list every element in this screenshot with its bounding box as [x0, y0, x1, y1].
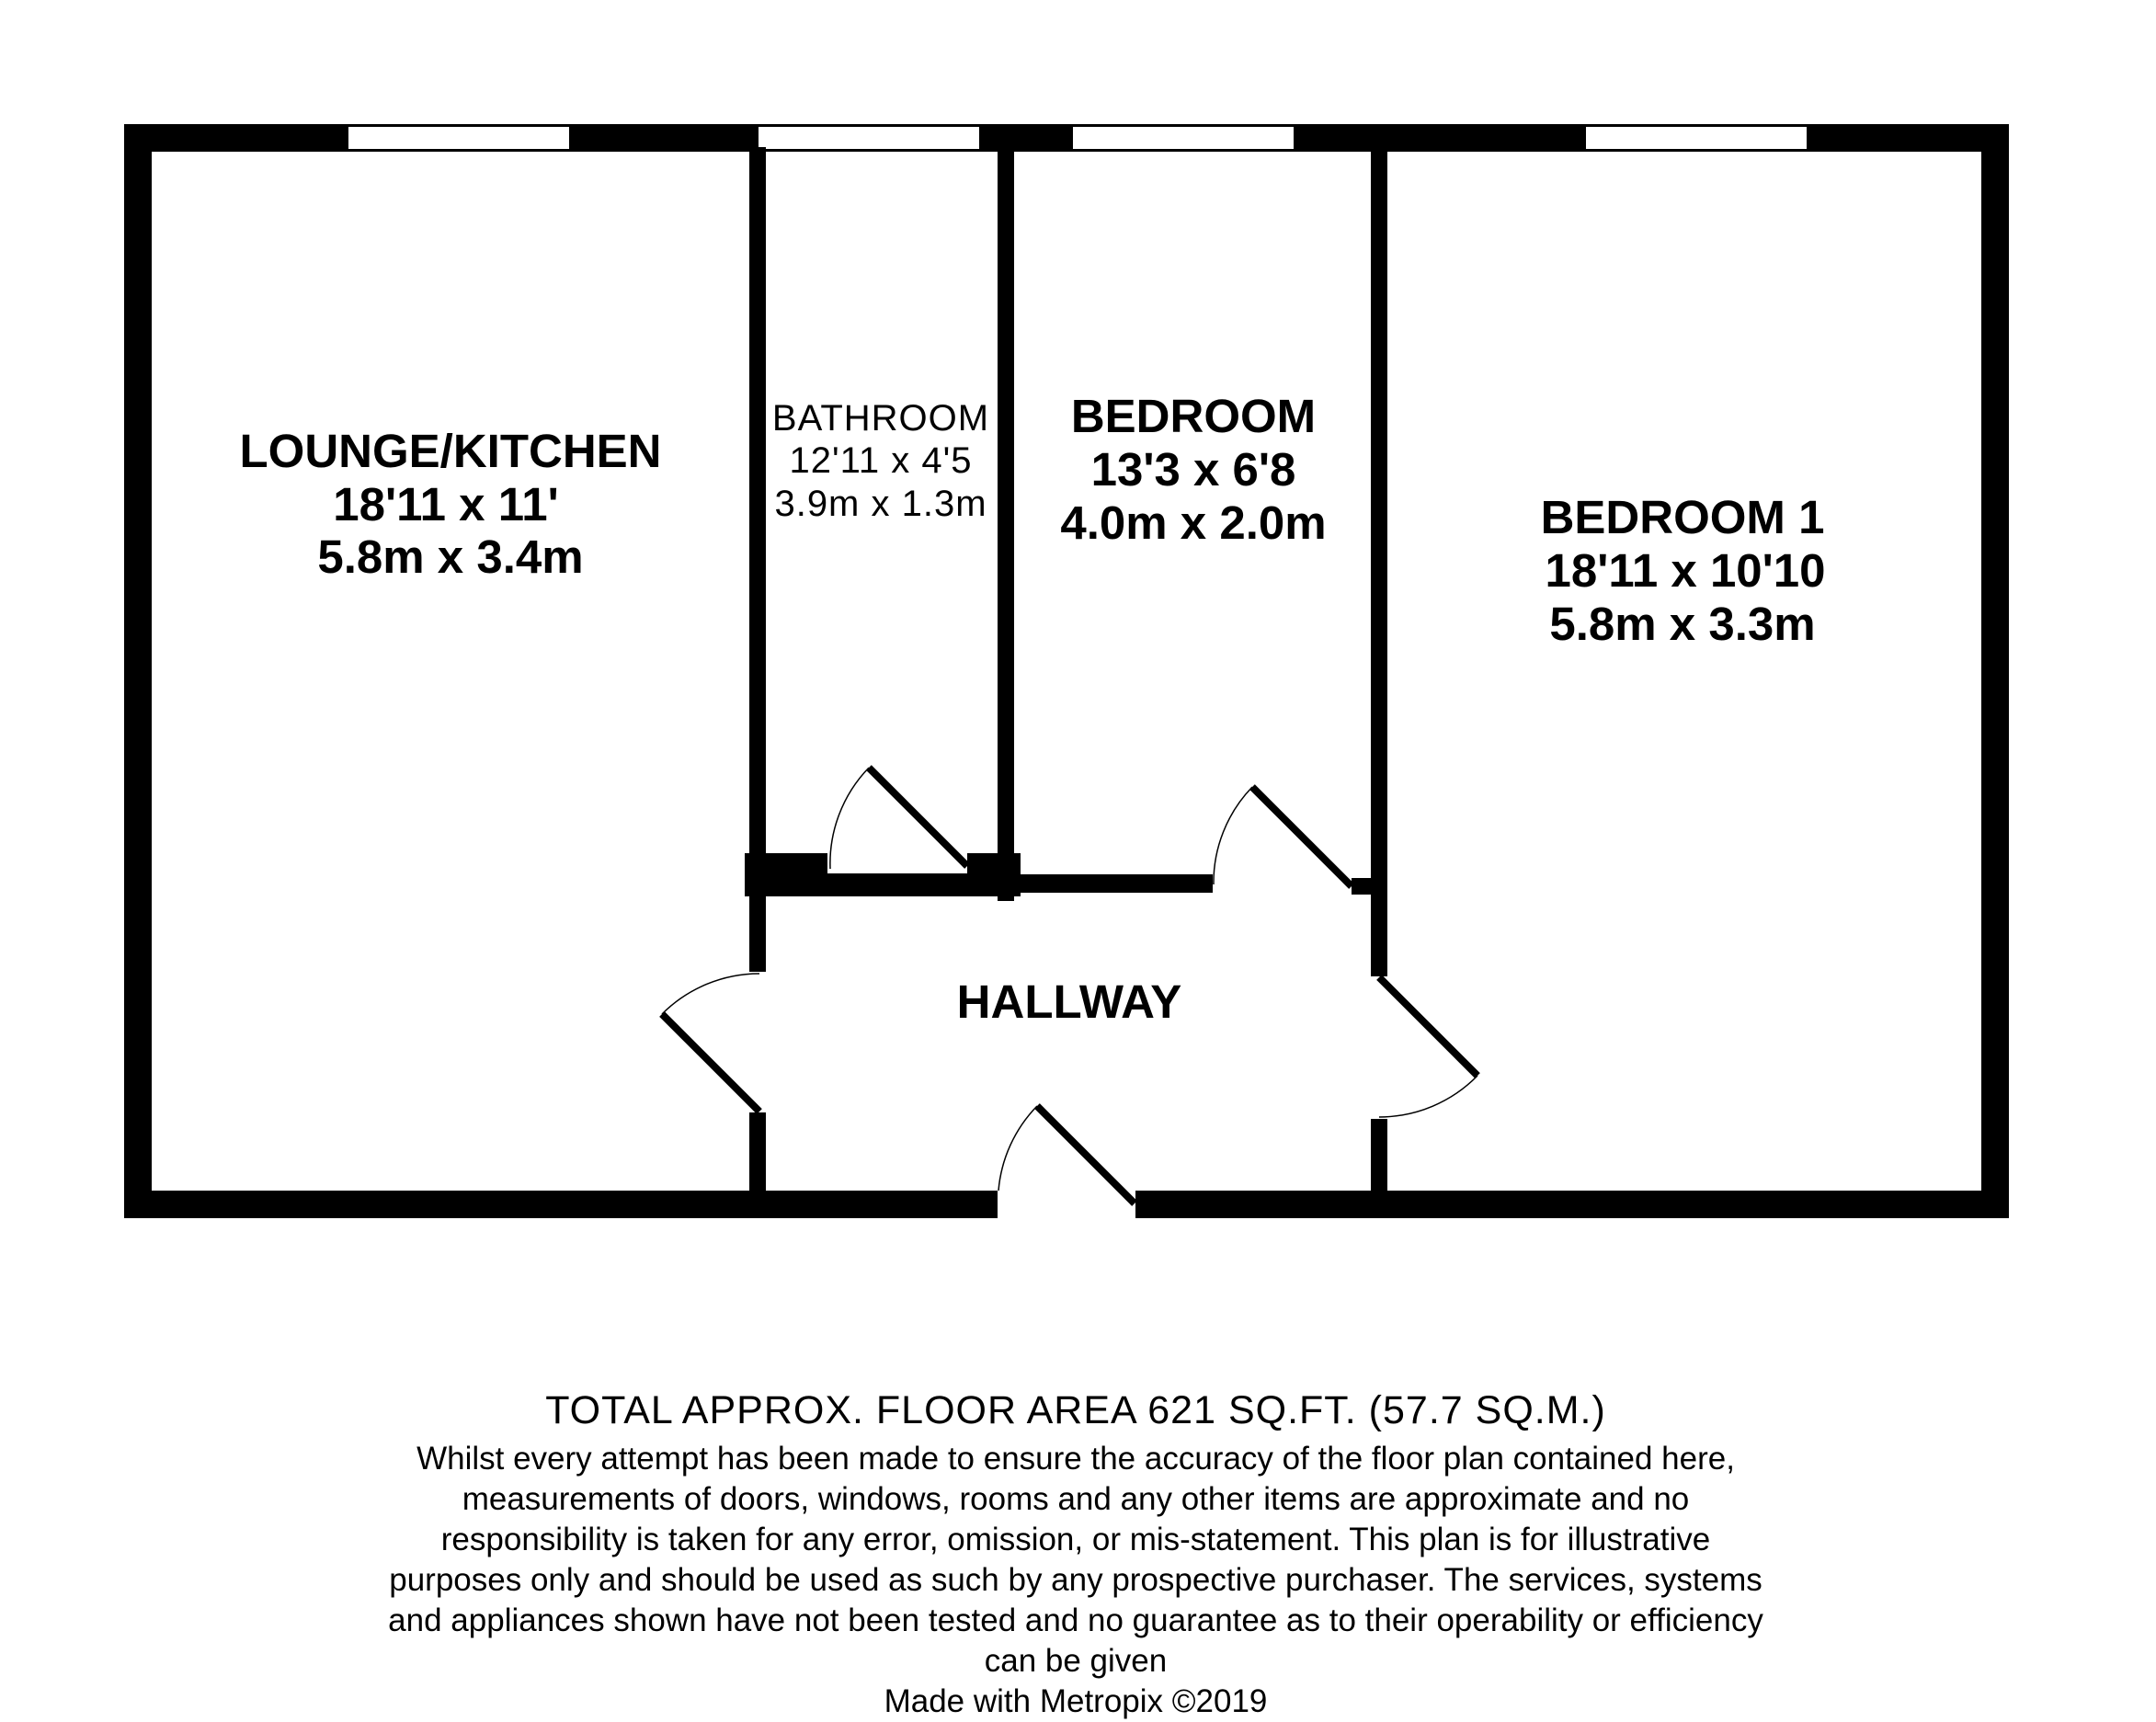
- bottom-wall-right: [1135, 1191, 2009, 1218]
- door-bedroom1: [1379, 977, 1477, 1117]
- windows: [348, 126, 1808, 150]
- disclaimer-text: Whilst every attempt has been made to ensure the accuracy of the floor plan contained here, measurements of doors, windows, rooms and any other items are approximate and no responsibility is taken for any error, omission, or mis-statement. This plan is for illustrative purposes only and should be used as such by any prospective purchaser. The services, systems and appliances shown have not been tested and no guarantee as to their operability or efficiency can be given: [388, 1441, 1763, 1679]
- credit-text: Made with Metropix ©2019: [884, 1683, 1268, 1719]
- label-lounge: [240, 425, 662, 583]
- wall-lounge-mid: [749, 896, 766, 972]
- outer-walls: [124, 124, 2009, 1218]
- bedroom-name: BEDROOM: [1070, 390, 1317, 442]
- wall-bed-bed1-upper: [1371, 147, 1387, 883]
- bedroom1-name: BEDROOM 1: [1540, 491, 1825, 543]
- lounge-metric: 5.8m x 3.4m: [317, 530, 584, 583]
- window-bedroom: [1072, 126, 1295, 150]
- wall-bed-bed1-mid: [1371, 892, 1387, 976]
- footer: [368, 1388, 1784, 1722]
- door-bathroom: [830, 768, 967, 869]
- bedroom1-imperial: 18'11 x 10'10: [1545, 544, 1826, 597]
- label-bathroom: [772, 398, 989, 524]
- wall-bath-bed: [998, 147, 1014, 901]
- bathroom-metric: 3.9m x 1.3m: [774, 484, 987, 524]
- bathroom-imperial: 12'11 x 4'5: [789, 440, 973, 481]
- door-entrance: [998, 1106, 1135, 1203]
- wall-lounge-lower: [749, 1112, 766, 1195]
- door-lounge: [662, 974, 759, 1112]
- bedroom-metric: 4.0m x 2.0m: [1060, 496, 1327, 549]
- bottom-wall-left: [124, 1191, 998, 1218]
- window-bathroom: [758, 126, 980, 150]
- label-bedroom: [1060, 390, 1326, 549]
- label-hallway: [957, 975, 1182, 1028]
- lounge-imperial: 18'11 x 11': [333, 478, 559, 530]
- right-wall: [1981, 124, 2009, 1218]
- wall-hall-top: [1011, 874, 1213, 893]
- bedroom-imperial: 13'3 x 6'8: [1090, 443, 1296, 496]
- door-bedroom: [1214, 787, 1352, 886]
- total-floor-area: TOTAL APPROX. FLOOR AREA 621 SQ.FT. (57.7 SQ.M.): [545, 1388, 1606, 1432]
- window-bedroom1: [1585, 126, 1808, 150]
- bathroom-name: BATHROOM: [771, 398, 990, 439]
- lounge-name: LOUNGE/KITCHEN: [239, 425, 662, 477]
- wall-lounge-upper: [749, 147, 766, 901]
- wall-bed-bed1-lower: [1371, 1119, 1387, 1195]
- hallway-name: HALLWAY: [956, 975, 1182, 1028]
- interior-walls: [745, 147, 1387, 1195]
- label-bedroom1: [1541, 491, 1826, 650]
- bedroom1-metric: 5.8m x 3.3m: [1549, 598, 1816, 650]
- window-lounge: [348, 126, 570, 150]
- left-wall: [124, 124, 152, 1218]
